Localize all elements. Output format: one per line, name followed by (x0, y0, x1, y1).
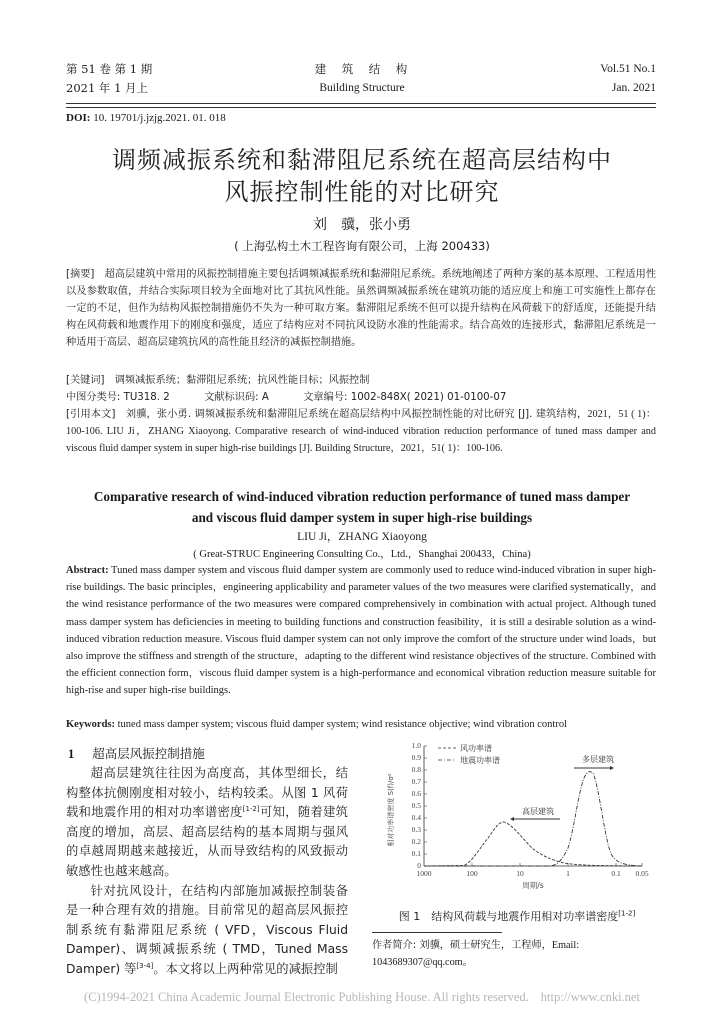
figure-1-chart (380, 738, 652, 903)
article-no-value: 1002-848X( 2021) 01-0100-07 (347, 392, 507, 403)
y-tick-labels (412, 741, 422, 870)
keywords-cn (66, 372, 656, 389)
svg-text:1000: 1000 (416, 869, 432, 878)
svg-text:0.1: 0.1 (611, 869, 621, 878)
keywords-en-label: Keywords: (66, 719, 115, 730)
paragraph-2 (66, 882, 348, 980)
keywords-cn-label: [关键词] (66, 375, 105, 386)
svg-text:0.8: 0.8 (411, 765, 421, 774)
svg-text:1.0: 1.0 (411, 741, 421, 750)
clc-value: TU318. 2 (120, 392, 170, 403)
volume-en: Vol.51 No.1 (600, 63, 656, 75)
title-cn-line1: 调频减振系统和黏滞阻尼系统在超高层结构中 (112, 146, 612, 174)
svg-text:1: 1 (566, 869, 570, 878)
svg-text:0.6: 0.6 (411, 789, 421, 798)
keywords-en (66, 716, 656, 733)
doi-value[interactable]: 10. 19701/j.jzjg.2021. 01. 018 (90, 112, 226, 124)
section-title: 超高层风振控制措施 (92, 746, 205, 761)
keywords-cn-text: 调频减振系统；黏滞阻尼系统；抗风性能目标；风振控制 (104, 375, 370, 386)
svg-text:0.05: 0.05 (635, 869, 649, 878)
x-axis-label: 周期/s (522, 881, 544, 890)
svg-text:0.5: 0.5 (411, 801, 421, 810)
footnote-email[interactable]: Email: 1043689307@qq.com。 (372, 940, 580, 968)
footnote-rule (372, 932, 502, 933)
svg-text:0.9: 0.9 (411, 753, 421, 762)
body-text-left-column (66, 764, 348, 980)
article-no-label: 文章编号: (303, 392, 348, 403)
svg-text:10: 10 (516, 869, 524, 878)
author-footnote (372, 937, 656, 971)
footnote-text-cn: 作者简介: 刘骥，硕士研究生，工程师， (372, 940, 552, 951)
annotation-multi-story: 多层建筑 (582, 755, 614, 764)
section-number: 1 (68, 747, 75, 761)
legend-seismic: 地震功率谱 (460, 756, 500, 765)
abstract-cn-text: 超高层建筑中常用的风振控制措施主要包括调频减振系统和黏滞阻尼系统。系统地阐述了两种方案的基本原理、工程适用性以及参数取值，并结合实际项目较为全面地对比了其抗风性能。虽然调频减振系统在建筑功能的适应度上和施工可实施性上都存在一定的不足，但作为结构风振控制措施仍不失为一种可取方案。黏滞阻尼系统不但可以提升结构在风荷载下的舒适度，还能提升结构在风荷载和地震作用下的刚度和强度，适应了结构应对不同抗风设防水准的性能需求。结合高效的连接形式，黏滞阻尼系统是一种适用于高层、超高层建筑抗风的高性能且经济的减振控制措施。 (66, 269, 657, 348)
clc-label: 中图分类号: (66, 392, 121, 403)
citation-cn: 刘骥，张小勇. 调频减振系统和黏滞阻尼系统在超高层结构中风振控制性能的对比研究 [J]. 建筑结构， (115, 409, 588, 420)
paragraph-2-text-a: 针对抗风设计，在结构内部施加减振控制装备是一种合理有效的措施。目前常见的超高层风振控制系统有黏滞阻尼系统 ( VFD，Viscous Fluid Damper)、调频减振系统 ( TMD，Tuned Mass Damper) 等 (66, 883, 348, 976)
figure-1-caption-ref[interactable]: [1-2] (618, 909, 636, 918)
y-axis-label: 相对功率谱密度 S(f)/σ² (387, 773, 395, 847)
paragraph-1 (66, 764, 348, 882)
legend-wind: 风功率谱 (460, 744, 492, 753)
issue-volume: 第 51 卷 第 1 期 (66, 62, 153, 76)
doc-code-value: A (258, 392, 269, 403)
abstract-cn-label: [摘要] (66, 269, 95, 280)
copyright-text: (C)1994-2021 China Academic Journal Electronic Publishing House. All rights reserved. (84, 990, 529, 1004)
abstract-en-text: Tuned mass damper system and viscous fluid damper system are commonly used to reduce wind-induced vibration in super high-rise buildings. The basic principles，engineering applicability and parameter values of the two measures were clarified systematically，and the wind resistance performance of the two measures were compared comprehensively in combination with actual project. Although tuned mass damper system has deficiencies in meeting to building functions and construction feasibility，it is still a desirable solution as a wind-induced vibration reduction measure. Viscous fluid damper system can not only improve the comfort of the structure under wind loads，but also improve the stiffness and strength of the structure，adapting to the different wind resistance objectives of the structure. Combined with the efficient connection form，viscous fluid damper system is a high-performance and economical vibration reduction measure suitable for high-rise and super high-rise buildings. (66, 565, 656, 697)
citation-label: [引用本文] (66, 409, 116, 420)
abstract-cn (66, 266, 656, 351)
svg-text:100: 100 (466, 869, 478, 878)
title-en-line2: and viscous fluid damper system in super high-rise buildings (191, 510, 533, 525)
paragraph-1-text-b: 可知，随着建筑高度的增加，高层、超高层结构的基本周期与强风的卓越周期越来越接近，从而导致结构的风致振动敏感性也越来越高。 (66, 805, 348, 878)
citation-block (66, 406, 656, 457)
figure-1-caption-text: 结构风荷载与地震作用相对功率谱密度 (420, 910, 619, 923)
date-en: Jan. 2021 (611, 82, 656, 94)
abstract-en (66, 562, 656, 700)
journal-name-en: Building Structure (319, 82, 405, 94)
section-heading (68, 744, 205, 762)
svg-text:0: 0 (417, 861, 421, 870)
svg-text:0.3: 0.3 (411, 825, 421, 834)
wind-spectrum-curve (424, 822, 642, 866)
paragraph-1-text-a: 超高层建筑往往因为高度高，其体型细长，结构整体抗侧刚度相对较小，结构较柔。从图 1 风荷载和地震作用的相对功率谱密度 (66, 766, 348, 820)
paragraph-2-text-b: 。本文将以上两种常见的减振控制 (153, 961, 338, 976)
doi (66, 112, 226, 124)
abstract-en-label: Abstract: (66, 565, 109, 576)
x-tick-labels (417, 869, 649, 878)
figure-1-number: 图 1 (398, 910, 421, 923)
svg-text:0.1: 0.1 (411, 849, 421, 858)
authors-en: LIU Ji，ZHANG Xiaoyong (297, 531, 427, 543)
header-rule-thick (66, 103, 656, 104)
classification-line (66, 389, 656, 406)
issue-date: 2021 年 1 月上 (66, 81, 149, 95)
authors-cn: 刘 骥，张小勇 (313, 217, 411, 233)
annotation-high-rise: 高层建筑 (522, 807, 554, 816)
citation-ref-3-4[interactable]: [3-4] (136, 961, 154, 970)
svg-text:0.4: 0.4 (411, 813, 421, 822)
footer-url[interactable]: http://www.cnki.net (540, 990, 640, 1004)
figure-1-caption (378, 908, 656, 924)
svg-text:0.2: 0.2 (411, 837, 421, 846)
citation-ref-1-2[interactable]: [1-2] (242, 805, 260, 814)
copyright-footer (0, 990, 724, 1005)
keywords-en-text: tuned mass damper system; viscous fluid damper system; wind resistance objective; wind vibration control (115, 719, 567, 730)
title-cn-line2: 风振控制性能的对比研究 (224, 178, 500, 206)
citation-en: 2021，51 ( 1)：100-106. LIU Ji，ZHANG Xiaoyong. Comparative research of wind-induced vibration reduction performance of tuned mass damper and viscous fluid damper system in super high-rise buildings [J]. Building Structure，2021，51( 1)：100-106. (66, 409, 657, 454)
doi-label: DOI: (66, 112, 91, 124)
title-en-line1: Comparative research of wind-induced vibration reduction performance of tuned mass damper (93, 489, 631, 504)
svg-text:0.7: 0.7 (411, 777, 421, 786)
affiliation-cn: ( 上海弘构土木工程咨询有限公司，上海 200433) (234, 239, 490, 253)
header-rule-thin (66, 107, 656, 108)
doc-code-label: 文献标识码: (204, 392, 259, 403)
affiliation-en: ( Great-STRUC Engineering Consulting Co.，Ltd.，Shanghai 200433，China) (193, 549, 531, 560)
journal-name-cn: 建 筑 结 构 (314, 62, 410, 76)
